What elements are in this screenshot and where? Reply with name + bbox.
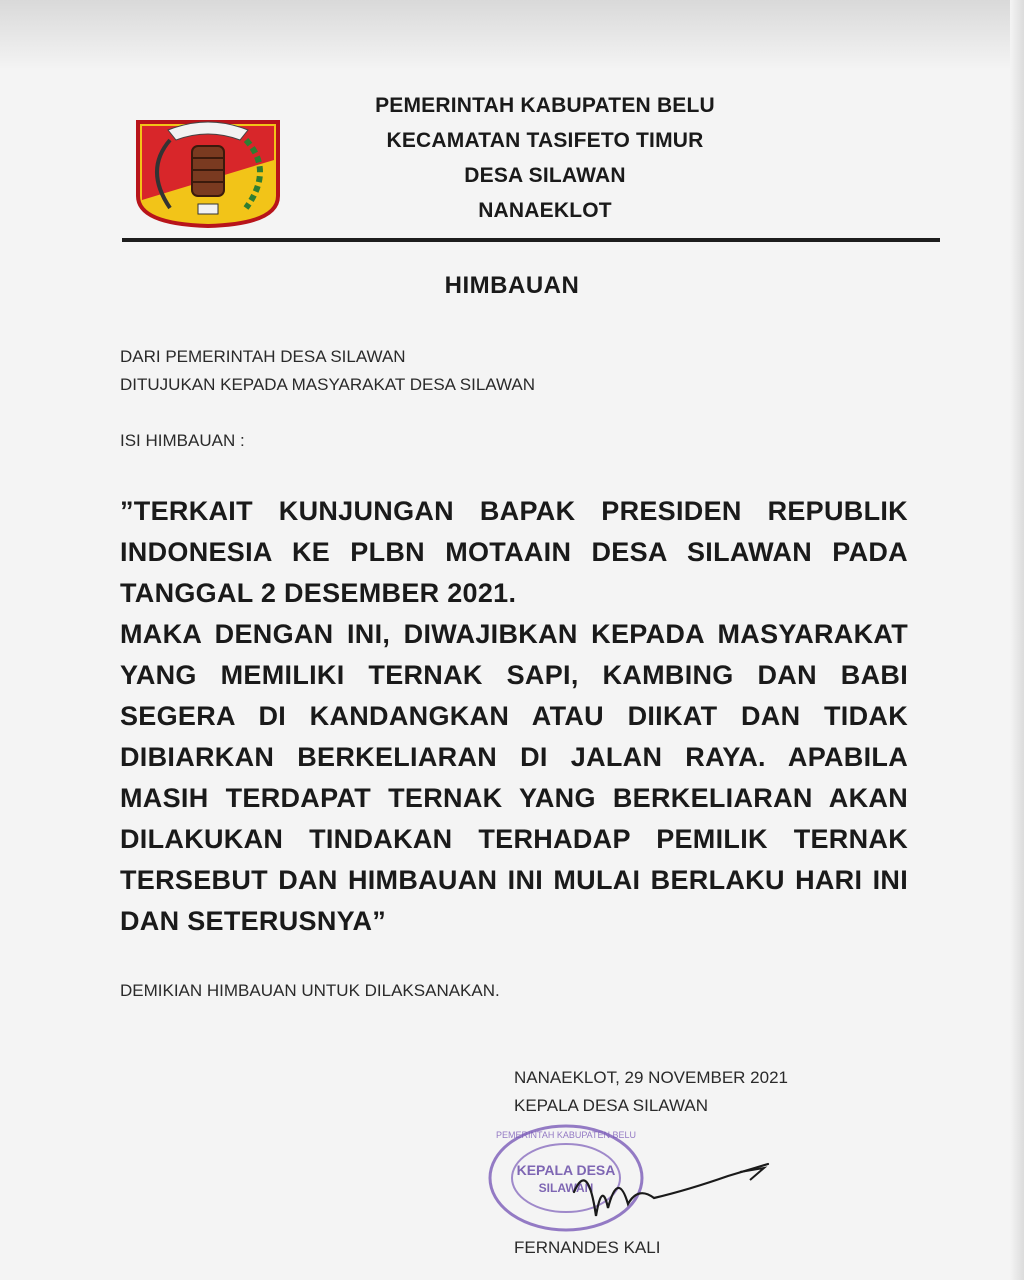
recipient-line: DITUJUKAN KEPADA MASYARAKAT DESA SILAWAN bbox=[120, 375, 536, 394]
body-line: YANG MEMILIKI TERNAK SAPI, KAMBING DAN BABI bbox=[120, 660, 908, 690]
stamp-text: SILAWAN bbox=[538, 1181, 594, 1195]
letterhead-line: PEMERINTAH KABUPATEN BELU bbox=[375, 94, 715, 117]
place-date: NANAEKLOT, 29 NOVEMBER 2021 bbox=[514, 1068, 789, 1087]
body-line: TERSEBUT DAN HIMBAUAN INI MULAI BERLAKU HARI INI bbox=[120, 865, 908, 895]
stamp-text: KEPALA DESA bbox=[516, 1162, 616, 1178]
body-line: TANGGAL 2 DESEMBER 2021. bbox=[120, 578, 517, 608]
signer-position: KEPALA DESA SILAWAN bbox=[514, 1096, 709, 1115]
body-line: DILAKUKAN TINDAKAN TERHADAP PEMILIK TERNAK bbox=[120, 824, 908, 854]
sender-line: DARI PEMERINTAH DESA SILAWAN bbox=[120, 347, 406, 366]
letterhead-divider bbox=[122, 238, 940, 242]
body-line: MASIH TERDAPAT TERNAK YANG BERKELIARAN AKAN bbox=[120, 783, 908, 813]
kabupaten-belu-emblem-icon bbox=[128, 100, 288, 230]
official-stamp-and-signature-icon bbox=[478, 1120, 788, 1245]
document-title: HIMBAUAN bbox=[444, 272, 580, 299]
body-line: DIBIARKAN BERKELIARAN DI JALAN RAYA. APABILA bbox=[120, 742, 908, 772]
signer-name: FERNANDES KALI bbox=[514, 1238, 661, 1257]
announcement-body bbox=[120, 491, 908, 942]
signature-block bbox=[514, 1064, 788, 1120]
body-line: INDONESIA KE PLBN MOTAAIN DESA SILAWAN PADA bbox=[120, 537, 908, 567]
letterhead-line: NANAEKLOT bbox=[478, 199, 612, 222]
closing-statement: DEMIKIAN HIMBAUAN UNTUK DILAKSANAKAN. bbox=[120, 981, 500, 1000]
content-label: ISI HIMBAUAN : bbox=[120, 431, 245, 450]
body-line: DAN SETERUSNYA” bbox=[120, 906, 387, 936]
body-line: MAKA DENGAN INI, DIWAJIBKAN KEPADA MASYARAKAT bbox=[120, 619, 908, 649]
body-line: SEGERA DI KANDANGKAN ATAU DIIKAT DAN TIDAK bbox=[120, 701, 908, 731]
sender-recipient-block bbox=[120, 343, 535, 399]
letterhead-line: KECAMATAN TASIFETO TIMUR bbox=[386, 129, 704, 152]
letterhead bbox=[330, 88, 760, 228]
stamp-text: PEMERINTAH KABUPATEN BELU bbox=[495, 1130, 637, 1140]
letterhead-line: DESA SILAWAN bbox=[464, 164, 626, 187]
body-line: ”TERKAIT KUNJUNGAN BAPAK PRESIDEN REPUBLIK bbox=[120, 496, 908, 526]
